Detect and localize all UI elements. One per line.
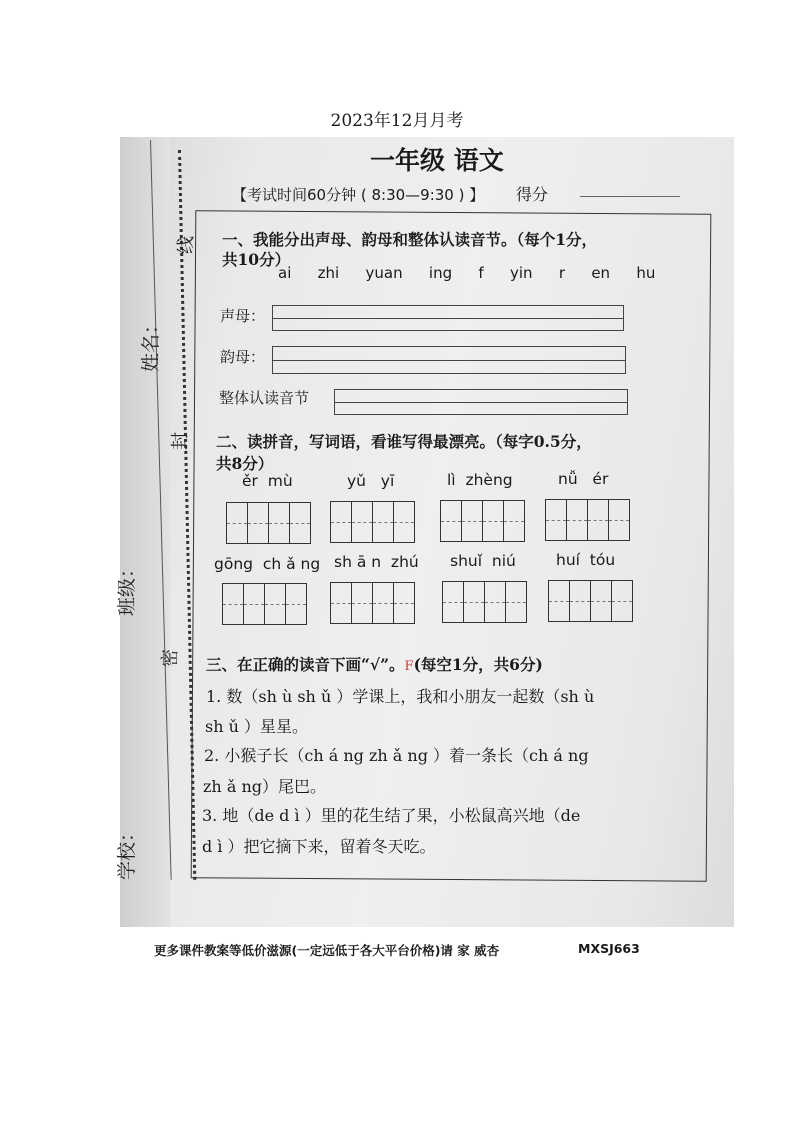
shengmu-label: 声母： xyxy=(220,307,266,325)
q2-grid-1[interactable] xyxy=(226,502,311,544)
footer-code: MXSJ663 xyxy=(578,941,640,956)
q3-title xyxy=(206,653,543,675)
q2-grid-5[interactable] xyxy=(222,583,307,625)
q2-pinyin-3: lì zhèng xyxy=(447,471,513,489)
q1-title: 一、我能分出声母、韵母和整体认读音节。（每个1分， xyxy=(222,230,598,249)
document-title: 2023年12月月考 xyxy=(330,111,464,131)
teacher-mark: F xyxy=(404,659,414,674)
q2-title-line2: 共8分） xyxy=(216,454,274,473)
zhengti-label: 整体认读音节 xyxy=(219,389,310,407)
q2-pinyin-6: sh ā n zhú xyxy=(334,553,419,571)
side-char-xian: 线 xyxy=(176,236,197,254)
footer-note: 更多课件教案等低价滋源(一定远低于各大平台价格)请 家 威杏 xyxy=(154,943,500,958)
q3-title-text: 三、在正确的读音下画“√”。 xyxy=(206,655,405,674)
q2-grid-2[interactable] xyxy=(330,501,415,543)
q3-line-1: 1. 数（sh ù sh ǔ ）学课上，我和小朋友一起数（sh ù xyxy=(206,687,595,706)
class-label: 班级： xyxy=(116,558,138,616)
q2-grid-7[interactable] xyxy=(442,581,527,623)
q2-grid-6[interactable] xyxy=(330,582,415,624)
q1-syllables: ai zhi yuan ing f yin r en hu xyxy=(278,264,656,282)
q2-grid-4[interactable] xyxy=(545,499,630,541)
zhengti-answer-lines[interactable] xyxy=(334,389,628,415)
side-char-mi: 密 xyxy=(160,649,181,667)
exam-time: 【考试时间60分钟 ( 8:30—9:30 ) 】 xyxy=(232,186,485,204)
q3-line-3: 3. 地（de d ì ）里的花生结了果，小松鼠高兴地（de xyxy=(202,806,581,825)
q2-pinyin-5: gōng ch ǎ ng xyxy=(214,555,321,573)
yunmu-label: 韵母： xyxy=(220,348,266,366)
q3-line-2: 2. 小猴子长（ch á ng zh ǎ ng ）着一条长（ch á ng xyxy=(204,746,589,765)
name-label: 姓名： xyxy=(140,314,162,372)
q2-pinyin-2: yǔ yī xyxy=(347,472,395,490)
sheet-edge xyxy=(120,137,170,927)
school-label: 学校： xyxy=(116,822,138,880)
q2-title: 二、读拼音，写词语，看谁写得最漂亮。（每字0.5分， xyxy=(216,432,592,451)
q1-title-line2: 共10分） xyxy=(222,250,291,269)
exam-heading: 一年级 语文 xyxy=(370,146,504,175)
q3-line-2b: zh ǎ ng）尾巴。 xyxy=(203,777,326,796)
score-label: 得分 xyxy=(516,185,549,204)
q3-points: (每空1分，共6分) xyxy=(413,655,543,674)
q2-grid-8[interactable] xyxy=(548,580,633,622)
q2-pinyin-1: ěr mù xyxy=(242,472,293,490)
q2-pinyin-7: shuǐ niú xyxy=(450,552,516,570)
shengmu-answer-lines[interactable] xyxy=(272,305,624,331)
q2-grid-3[interactable] xyxy=(440,500,525,542)
score-blank[interactable] xyxy=(580,196,680,197)
q2-pinyin-8: huí tóu xyxy=(556,551,616,569)
yunmu-answer-lines[interactable] xyxy=(272,346,626,374)
q3-line-3b: d ì ）把它摘下来，留着冬天吃。 xyxy=(202,837,436,856)
q2-pinyin-4: nǚ ér xyxy=(558,470,609,488)
side-char-feng: 封 xyxy=(170,432,191,450)
q3-line-1b: sh ǔ ）星星。 xyxy=(205,717,308,736)
